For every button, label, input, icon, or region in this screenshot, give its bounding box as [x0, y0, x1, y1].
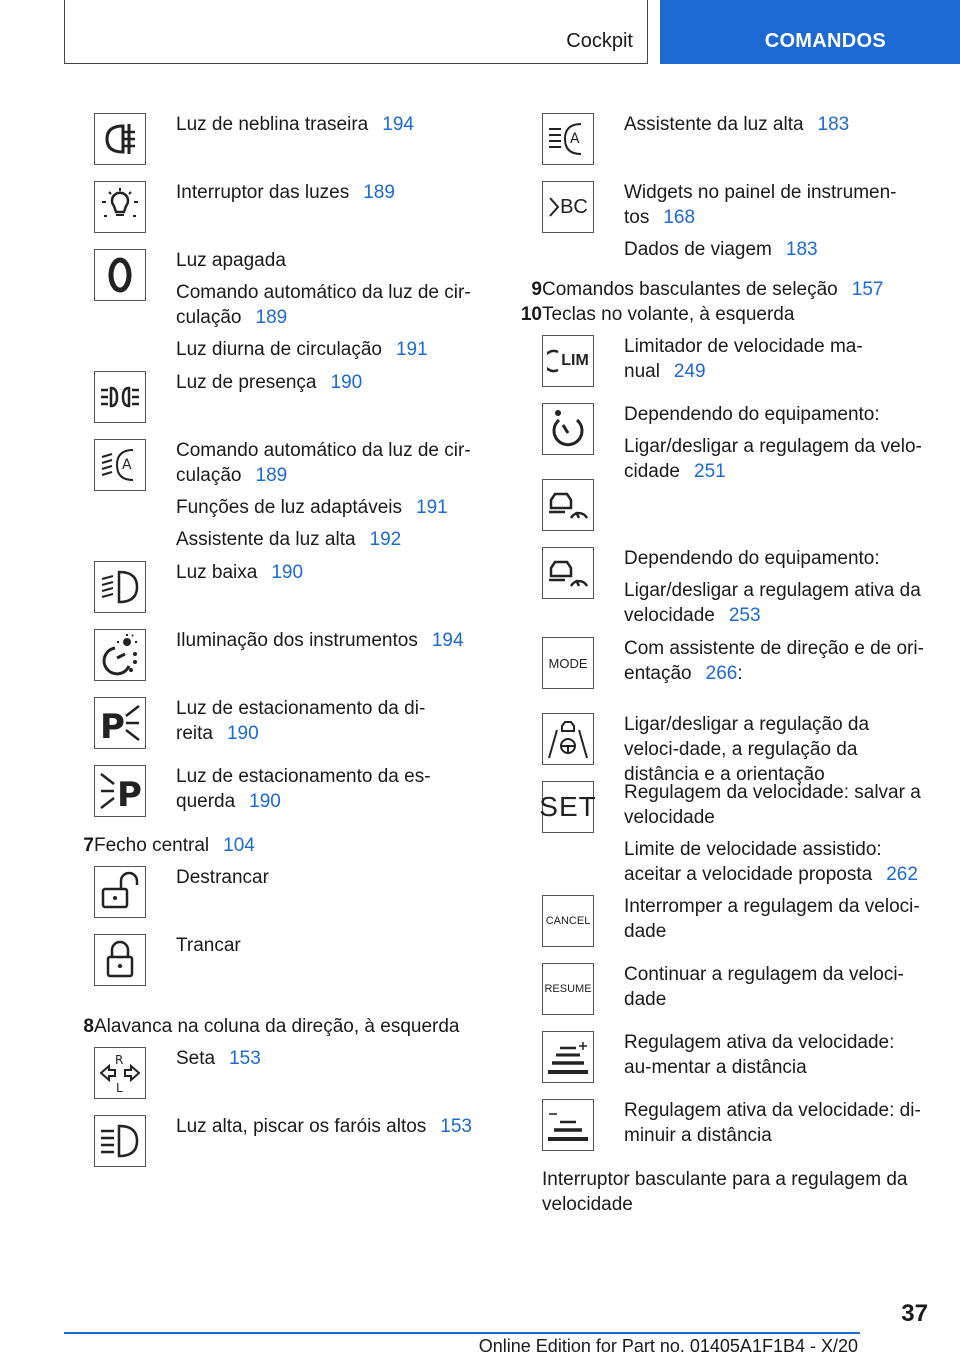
- entry-text: [176, 495, 476, 520]
- entry-text: [176, 696, 476, 746]
- page-reference-link[interactable]: 251: [694, 461, 726, 482]
- entry-label: Luz de estacionamento da es-querda: [176, 766, 431, 812]
- icon-entry: [508, 705, 948, 785]
- entry-label: Ligar/desligar a regulagem da velo-cidade: [624, 436, 922, 482]
- icon-entry: [508, 1023, 948, 1091]
- mode-label: MODE: [548, 655, 588, 671]
- page-reference-link[interactable]: 153: [229, 1048, 261, 1069]
- icon-entry: [60, 173, 480, 241]
- svg-text:A: A: [570, 131, 580, 147]
- icon-entry: [60, 431, 480, 553]
- icon-entry: [60, 363, 480, 431]
- right-column: [508, 105, 948, 1217]
- page-reference-link[interactable]: 249: [673, 361, 706, 382]
- distance-increase-icon: [542, 1031, 594, 1083]
- page-reference-link[interactable]: 183: [817, 114, 850, 135]
- entry-text: [176, 764, 476, 814]
- mode-icon: [542, 637, 594, 689]
- svg-text:P: P: [117, 775, 142, 814]
- page-reference-link[interactable]: 194: [382, 114, 414, 135]
- icon-entry: [60, 105, 480, 173]
- auto-light-icon: [94, 439, 146, 491]
- distance-decrease-icon: [542, 1099, 594, 1151]
- page-reference-link[interactable]: 190: [249, 791, 281, 812]
- numbered-item: [60, 1014, 480, 1039]
- entry-text: [176, 1114, 476, 1139]
- item-label: Fecho central: [94, 835, 210, 856]
- entry-suffix: :: [737, 663, 743, 684]
- entry-text: [624, 578, 924, 628]
- light-switch-icon: [94, 181, 146, 233]
- icon-entry: [60, 926, 480, 994]
- page-reference-link[interactable]: 183: [785, 239, 818, 260]
- icon-entry: [508, 327, 948, 395]
- entry-text: [176, 933, 476, 958]
- entry-label: Regulagem da velocidade: salvar a velocidade: [624, 782, 921, 828]
- icon-entry: [508, 1091, 948, 1159]
- entry-label: Com assistente de direção e de ori-entação: [624, 638, 924, 684]
- entry-text: [176, 438, 476, 488]
- item-label: Alavanca na coluna da direção, à esquerda: [94, 1016, 460, 1037]
- svg-text:A: A: [122, 457, 132, 473]
- numbered-item: [60, 833, 480, 858]
- entry-label: Destrancar: [176, 867, 269, 888]
- numbered-item: [508, 277, 948, 302]
- rocker-switch-note: Interruptor basculante para a regulagem da velocidade: [542, 1169, 908, 1215]
- entry-label: Luz de estacionamento da di-reita: [176, 698, 426, 744]
- cancel-icon: [542, 895, 594, 947]
- entry-text: [624, 237, 924, 262]
- icon-entry: [60, 689, 480, 757]
- entry-label: Luz alta, piscar os faróis altos: [176, 1116, 427, 1137]
- page-reference-link[interactable]: 190: [226, 723, 259, 744]
- page-reference-link[interactable]: 153: [440, 1116, 472, 1137]
- entry-text: [624, 837, 924, 887]
- resume-label: RESUME: [544, 983, 592, 995]
- instrument-lighting-icon: [94, 629, 146, 681]
- entry-label: Limitador de velocidade ma-nual: [624, 336, 863, 382]
- rear-fog-light-icon: [94, 113, 146, 165]
- high-beam-icon: [94, 1115, 146, 1167]
- entry-label: Regulagem ativa da velocidade: di-minuir a distância: [624, 1100, 921, 1146]
- speed-limiter-label: LIM: [561, 352, 589, 369]
- entry-text: [624, 962, 924, 1012]
- active-cruise-2-icon: [542, 547, 594, 599]
- unlock-icon: [94, 866, 146, 918]
- entry-label: Luz de presença: [176, 372, 317, 393]
- turn-signal-icon: [94, 1047, 146, 1099]
- entry-text: [176, 280, 476, 330]
- header-chapter-tab[interactable]: [660, 0, 960, 64]
- entry-label: Luz baixa: [176, 562, 258, 583]
- icon-entry: [508, 105, 948, 173]
- parking-light-left-icon: [94, 765, 146, 817]
- entry-label: Continuar a regulagem da veloci-dade: [624, 964, 904, 1010]
- entry-text: [176, 865, 476, 890]
- page-reference-link[interactable]: 191: [416, 497, 448, 518]
- icon-entry: [60, 858, 480, 926]
- active-cruise-icon: [542, 479, 594, 531]
- svg-text:R: R: [115, 1053, 124, 1067]
- resume-icon: [542, 963, 594, 1015]
- item-number: 9: [531, 279, 542, 300]
- page-reference-link[interactable]: 189: [363, 182, 395, 203]
- entry-text: [176, 180, 476, 205]
- entry-label: Assistente da luz alta: [176, 529, 356, 550]
- icon-entry: [60, 553, 480, 621]
- item-number: 7: [83, 835, 94, 856]
- entry-label: Assistente da luz alta: [624, 114, 804, 135]
- speed-limiter-icon: [542, 335, 594, 387]
- parking-light-right-icon: [94, 697, 146, 749]
- entry-text: [624, 1098, 924, 1148]
- page-reference-link[interactable]: 191: [395, 339, 428, 360]
- cancel-label: CANCEL: [545, 915, 591, 927]
- icon-entry: [508, 173, 948, 273]
- numbered-item: [508, 302, 948, 327]
- entry-label: Ligar/desligar a regulação da veloci-dade, a regulação da distância e a orientação: [624, 714, 870, 785]
- entry-text: [176, 248, 476, 273]
- bc-label: BC: [560, 195, 588, 218]
- entry-text: [624, 334, 924, 384]
- entry-label: Luz diurna de circulação: [176, 339, 382, 360]
- entry-label: Limite de velocidade assistido: aceitar a velocidade proposta: [624, 839, 882, 885]
- lock-icon: [94, 934, 146, 986]
- page-reference-link[interactable]: 157: [851, 279, 884, 300]
- entry-label: Ligar/desligar a regulagem ativa da velocidade: [624, 580, 921, 626]
- entry-text: [624, 636, 924, 686]
- set-label: SET: [539, 791, 597, 822]
- icon-entry: [508, 773, 948, 887]
- parking-light-icon: [94, 371, 146, 423]
- icon-entry: [508, 887, 948, 955]
- item-number: 8: [83, 1016, 94, 1037]
- entry-label: Comando automático da luz de cir-culação: [176, 282, 471, 328]
- entry-label: Dependendo do equipamento:: [624, 548, 880, 569]
- entry-text: [624, 546, 924, 571]
- entry-label: Luz apagada: [176, 250, 286, 271]
- page-reference-link[interactable]: 104: [223, 835, 255, 856]
- page-reference-link[interactable]: 194: [431, 630, 464, 651]
- page-reference-link[interactable]: 262: [886, 864, 918, 885]
- entry-label: Interromper a regulagem da veloci-dade: [624, 896, 920, 942]
- entry-text: [176, 1046, 476, 1071]
- entry-text: [176, 370, 476, 395]
- entry-text: [176, 527, 476, 552]
- entry-label: Regulagem ativa da velocidade: au-mentar a distância: [624, 1032, 895, 1078]
- page-reference-link[interactable]: 189: [255, 307, 288, 328]
- item-number: 10: [520, 304, 542, 325]
- icon-entry: [60, 1107, 480, 1175]
- low-beam-icon: [94, 561, 146, 613]
- entry-text: [176, 560, 476, 585]
- entry-text: [624, 402, 924, 427]
- bc-icon: [542, 181, 594, 233]
- entry-label: Trancar: [176, 935, 241, 956]
- entry-label: Seta: [176, 1048, 216, 1069]
- svg-text:P: P: [100, 707, 125, 746]
- footer-divider: [64, 1332, 860, 1334]
- page-reference-link[interactable]: 192: [369, 529, 402, 550]
- entry-label: Dependendo do equipamento:: [624, 404, 880, 425]
- page-reference-link[interactable]: 253: [728, 605, 761, 626]
- entry-text: [176, 628, 476, 653]
- entry-text: [176, 337, 476, 362]
- page-reference-link[interactable]: 190: [271, 562, 304, 583]
- entry-label: Comando automático da luz de cir-culação: [176, 440, 471, 486]
- item-label: Teclas no volante, à esquerda: [542, 304, 795, 325]
- entry-label: Luz de neblina traseira: [176, 114, 369, 135]
- entry-label: Iluminação dos instrumentos: [176, 630, 418, 651]
- icon-entry: [508, 539, 948, 629]
- icon-entry: [60, 241, 480, 363]
- footer-edition: Online Edition for Part no. 01405A1F1B4 - X/20: [478, 1336, 858, 1356]
- header-chapter: COMANDOS: [764, 30, 886, 52]
- entry-text: [624, 894, 924, 944]
- page-number: 37: [901, 1300, 928, 1327]
- svg-text:L: L: [116, 1081, 123, 1095]
- page-reference-link[interactable]: 168: [663, 207, 696, 228]
- entry-label: Widgets no painel de instrumen-tos: [624, 182, 897, 228]
- steering-assistant-icon: [542, 713, 594, 765]
- left-column: [60, 105, 480, 1175]
- entry-text: [176, 112, 476, 137]
- entry-label: Funções de luz adaptáveis: [176, 497, 403, 518]
- high-beam-assistant-icon: [542, 113, 594, 165]
- item-label: Comandos basculantes de seleção: [542, 279, 838, 300]
- header-section-box: [64, 0, 648, 64]
- entry-text: [624, 780, 924, 830]
- entry-text: [624, 1030, 924, 1080]
- icon-entry: [508, 955, 948, 1023]
- icon-entry: [508, 629, 948, 705]
- page-reference-link[interactable]: 189: [255, 465, 288, 486]
- icon-entry: [508, 395, 948, 482]
- page-reference-link[interactable]: 190: [330, 372, 363, 393]
- set-icon: [539, 781, 597, 833]
- entry-label: Dados de viagem: [624, 239, 772, 260]
- page-reference-link[interactable]: 266: [705, 663, 738, 684]
- lights-off-icon: [94, 249, 146, 301]
- cruise-control-icon: [542, 403, 594, 455]
- header-section: Cockpit: [566, 30, 633, 52]
- entry-label: Interruptor das luzes: [176, 182, 350, 203]
- entry-text: [624, 112, 924, 137]
- icon-entry: [60, 621, 480, 689]
- icon-entry: [60, 757, 480, 825]
- icon-entry: [60, 1039, 480, 1107]
- entry-text: [624, 180, 924, 230]
